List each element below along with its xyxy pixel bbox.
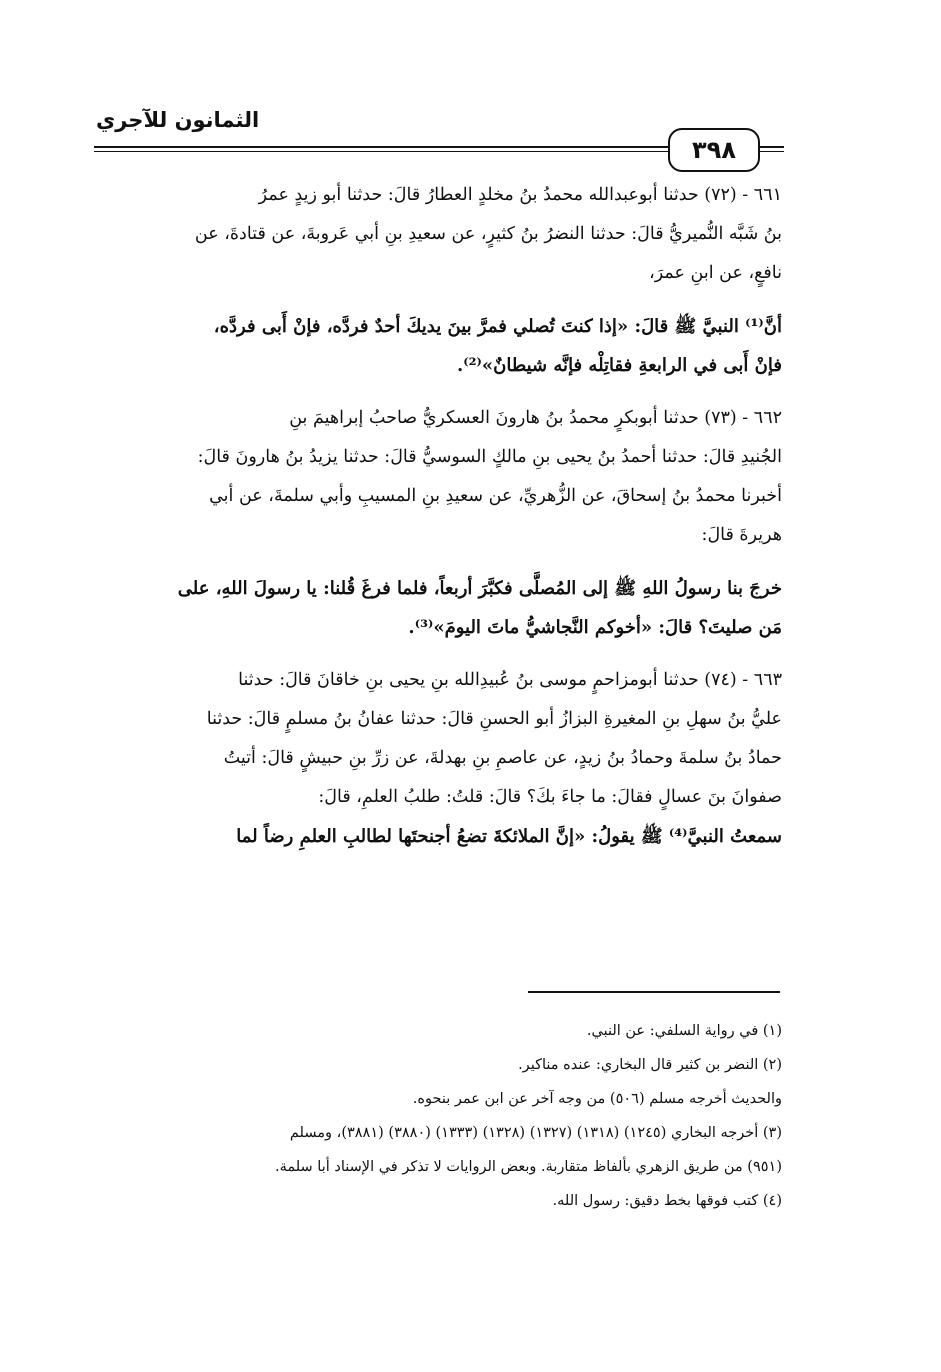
hadith-text-line: خرجَ بنا رسولُ اللهِ ﷺ إلى المُصلَّى فكبَّرَ أربعاً، فلما فرغَ قُلنا: يا رسولَ اللهِ، على bbox=[177, 578, 782, 599]
header-rule-thin bbox=[94, 151, 668, 152]
isnad-text-line: الجُنيدِ قالَ: حدثنا أحمدُ بنُ يحيى بنِ مالكٍ السوسيُّ قالَ: حدثنا يزيدُ بنُ هارونَ قالَ: bbox=[197, 447, 782, 467]
page-number: ٣٩٨ bbox=[668, 128, 760, 172]
isnad-text-line: أخبرنا محمدُ بنُ إسحاقَ، عن الزُّهريِّ، عن سعيدِ بنِ المسيبِ وأبي سلمةَ، عن أبي bbox=[209, 486, 782, 506]
header-rule bbox=[94, 146, 668, 148]
isnad-text-line: ٦٦٣ - (٧٤) حدثنا أبومزاحمٍ موسى بنُ عُبيدِالله بنِ يحيى بنِ خاقانَ قالَ: حدثنا bbox=[238, 670, 782, 690]
footnotes bbox=[96, 1014, 782, 1218]
paragraph-gap bbox=[96, 555, 782, 569]
hadith-text-line: مَن صليتَ؟ قالَ: «أخوكم النَّجاشيُّ ماتَ اليومَ»⁽³⁾. bbox=[408, 617, 782, 638]
paragraph-gap bbox=[96, 385, 782, 399]
footnote-line: (٢) النضر بن كثير قال البخاري: عنده مناكير. bbox=[518, 1057, 782, 1073]
footnote-line: (٣) أخرجه البخاري (١٢٤٥) (١٣١٨) (١٣٢٧) (١٣٢٨) (١٣٣٣) (٣٨٨٠) (٣٨٨١)، ومسلم bbox=[289, 1125, 782, 1141]
isnad-text-line: ٦٦١ - (٧٢) حدثنا أبوعبدالله محمدُ بنُ مخلدٍ العطارُ قالَ: حدثنا أبو زيدٍ عمرُ bbox=[258, 185, 782, 205]
isnad-text-line: بنُ شَبَّه النُّميريُّ قالَ: حدثنا النضرُ بنُ كثيرٍ، عن سعيدِ بنِ أبي عَروبةَ، عن قتادةَ، عن bbox=[194, 224, 782, 244]
footnote-line: (١) في رواية السلفي: عن النبي. bbox=[586, 1023, 782, 1039]
footnote-line: (٩٥١) من طريق الزهري بألفاظ متقاربة. وبعض الروايات لا تذكر في الإسناد أبا سلمة. bbox=[274, 1159, 782, 1175]
isnad-text-line: عليُّ بنُ سهلِ بنِ المغيرةِ البزازُ أبو الحسنِ قالَ: حدثنا عفانُ بنُ مسلمٍ قالَ: حدثنا bbox=[206, 709, 782, 729]
footnote-line: (٤) كتب فوقها بخط دقيق: رسول الله. bbox=[552, 1193, 782, 1209]
footnote-line: والحديث أخرجه مسلم (٥٠٦) من وجه آخر عن ابن عمر بنحوه. bbox=[412, 1091, 782, 1107]
isnad-text-line: هريرةَ قالَ: bbox=[701, 525, 782, 545]
hadith-text-line: أنَّ⁽¹⁾ النبيَّ ﷺ قالَ: «إذا كنتَ تُصلي فمرَّ بينَ يديكَ أحدٌ فردَّه، فإنْ أَبى فردَّه، bbox=[213, 316, 782, 337]
hadith-text-line: فإنْ أَبى في الرابعةِ فقاتِلْه فإنَّه شيطانٌ»⁽²⁾. bbox=[457, 355, 782, 376]
main-text bbox=[96, 176, 782, 856]
paragraph-gap bbox=[96, 293, 782, 307]
isnad-text-line: ٦٦٢ - (٧٣) حدثنا أبوبكرٍ محمدُ بنُ هارونَ العسكريُّ صاحبُ إبراهيمَ بنِ bbox=[289, 408, 782, 428]
hadith-text-line: سمعتُ النبيَّ⁽⁴⁾ ﷺ يقولُ: «إنَّ الملائكةَ تضعُ أجنحتَها لطالبِ العلمِ رضاً لما bbox=[236, 826, 782, 847]
header-rule-right bbox=[760, 146, 784, 148]
isnad-text-line: حمادُ بنُ سلمةَ وحمادُ بنُ زيدٍ، عن عاصمِ بنِ بهدلةَ، عن زرِّ بنِ حبيشٍ قالَ: أتيتُ bbox=[223, 748, 782, 768]
footnote-separator bbox=[528, 991, 780, 993]
isnad-text-line: نافعٍ، عن ابنِ عمرَ، bbox=[649, 263, 782, 283]
paragraph-gap bbox=[96, 647, 782, 661]
running-header-title: الثمانون للآجري bbox=[96, 108, 260, 132]
header-rule-right-thin bbox=[760, 151, 784, 152]
isnad-text-line: صفوانَ بنَ عسالٍ فقالَ: ما جاءَ بكَ؟ قالَ: قلتُ: طلبُ العلمِ، قالَ: bbox=[318, 787, 782, 807]
